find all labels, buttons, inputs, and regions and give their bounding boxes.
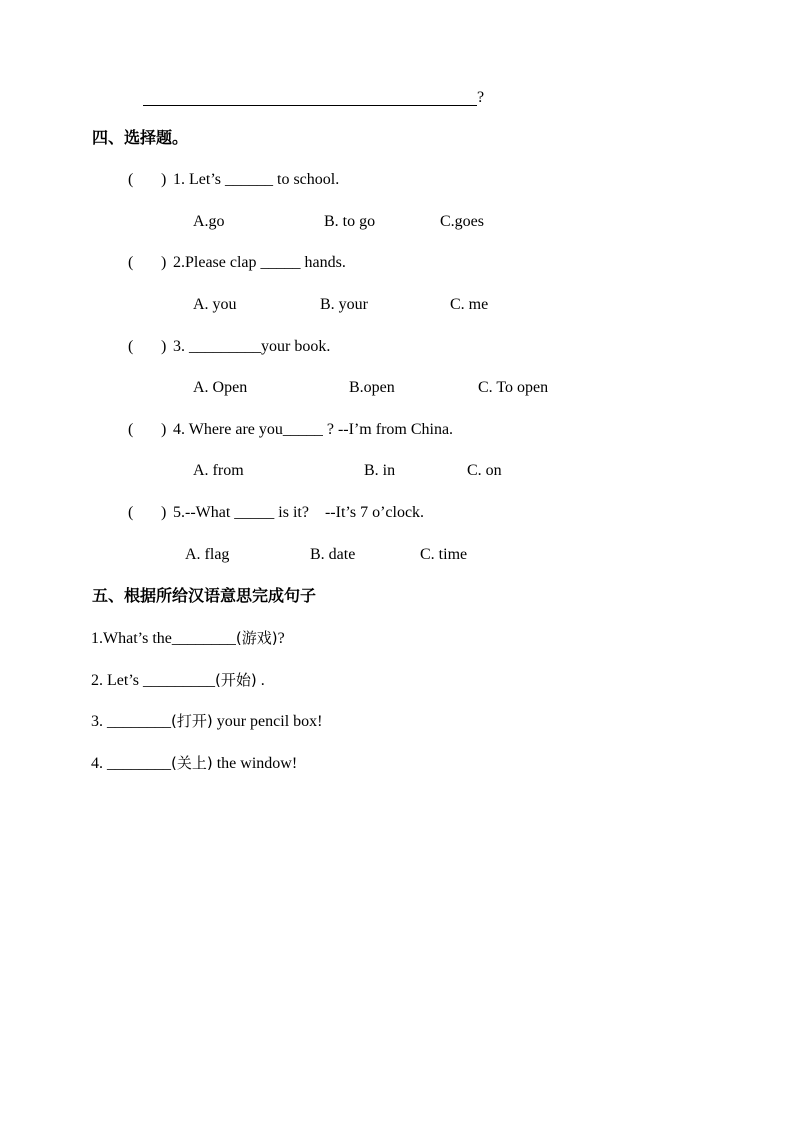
sentence-ending: ? [277, 630, 285, 647]
answer-paren-open: ( [128, 338, 134, 355]
option-a: A. from [193, 462, 244, 479]
answer-paren-close: ) [161, 171, 167, 188]
option-b: B. in [364, 462, 396, 479]
question-stem: 1. Let’s ______ to school. [173, 171, 340, 188]
answer-paren-open: ( [128, 171, 134, 188]
option-b: B. date [310, 546, 356, 563]
chinese-hint: (游戏) [235, 629, 278, 647]
top-answer-blank [143, 105, 477, 106]
option-b: B.open [349, 379, 395, 396]
sentence-text: 3. ________ [91, 713, 171, 730]
answer-paren-close: ) [161, 338, 167, 355]
question-stem: 4. Where are you_____ ? --I’m from China. [173, 421, 454, 438]
option-a: A.go [193, 213, 225, 230]
top-question-mark: ? [477, 89, 485, 106]
section4-heading: 四、选择题。 [92, 128, 189, 147]
option-c: C. To open [478, 379, 549, 396]
sentence-item-1 [91, 628, 285, 648]
option-c: C. on [467, 462, 502, 479]
section5-heading: 五、根据所给汉语意思完成句子 [92, 586, 317, 605]
chinese-hint: (关上) [171, 754, 213, 772]
answer-paren-close: ) [161, 254, 167, 271]
answer-paren-close: ) [161, 504, 167, 521]
option-b: B. to go [324, 213, 376, 230]
sentence-ending: your pencil box! [212, 713, 323, 730]
question-stem: 3. _________your book. [173, 338, 331, 355]
chinese-hint: (开始) [215, 671, 257, 689]
chinese-hint: (打开) [171, 712, 213, 730]
question-stem: 5.--What _____ is it? --It’s 7 o’clock. [173, 504, 425, 521]
answer-paren-open: ( [128, 254, 134, 271]
sentence-text: 2. Let’s _________ [91, 672, 215, 689]
option-c: C. me [450, 296, 489, 313]
sentence-ending: the window! [212, 755, 298, 772]
sentence-item-4 [91, 753, 297, 773]
option-c: C.goes [440, 213, 484, 230]
answer-paren-open: ( [128, 421, 134, 438]
option-a: A. Open [193, 379, 248, 396]
question-stem: 2.Please clap _____ hands. [173, 254, 346, 271]
sentence-item-3 [91, 711, 322, 731]
option-a: A. flag [185, 546, 230, 563]
sentence-ending: . [256, 672, 265, 689]
option-c: C. time [420, 546, 468, 563]
option-a: A. you [193, 296, 237, 313]
sentence-text: 4. ________ [91, 755, 171, 772]
option-b: B. your [320, 296, 368, 313]
answer-paren-close: ) [161, 421, 167, 438]
sentence-text: 1.What’s the________ [91, 630, 236, 647]
sentence-item-2 [91, 670, 265, 690]
answer-paren-open: ( [128, 504, 134, 521]
